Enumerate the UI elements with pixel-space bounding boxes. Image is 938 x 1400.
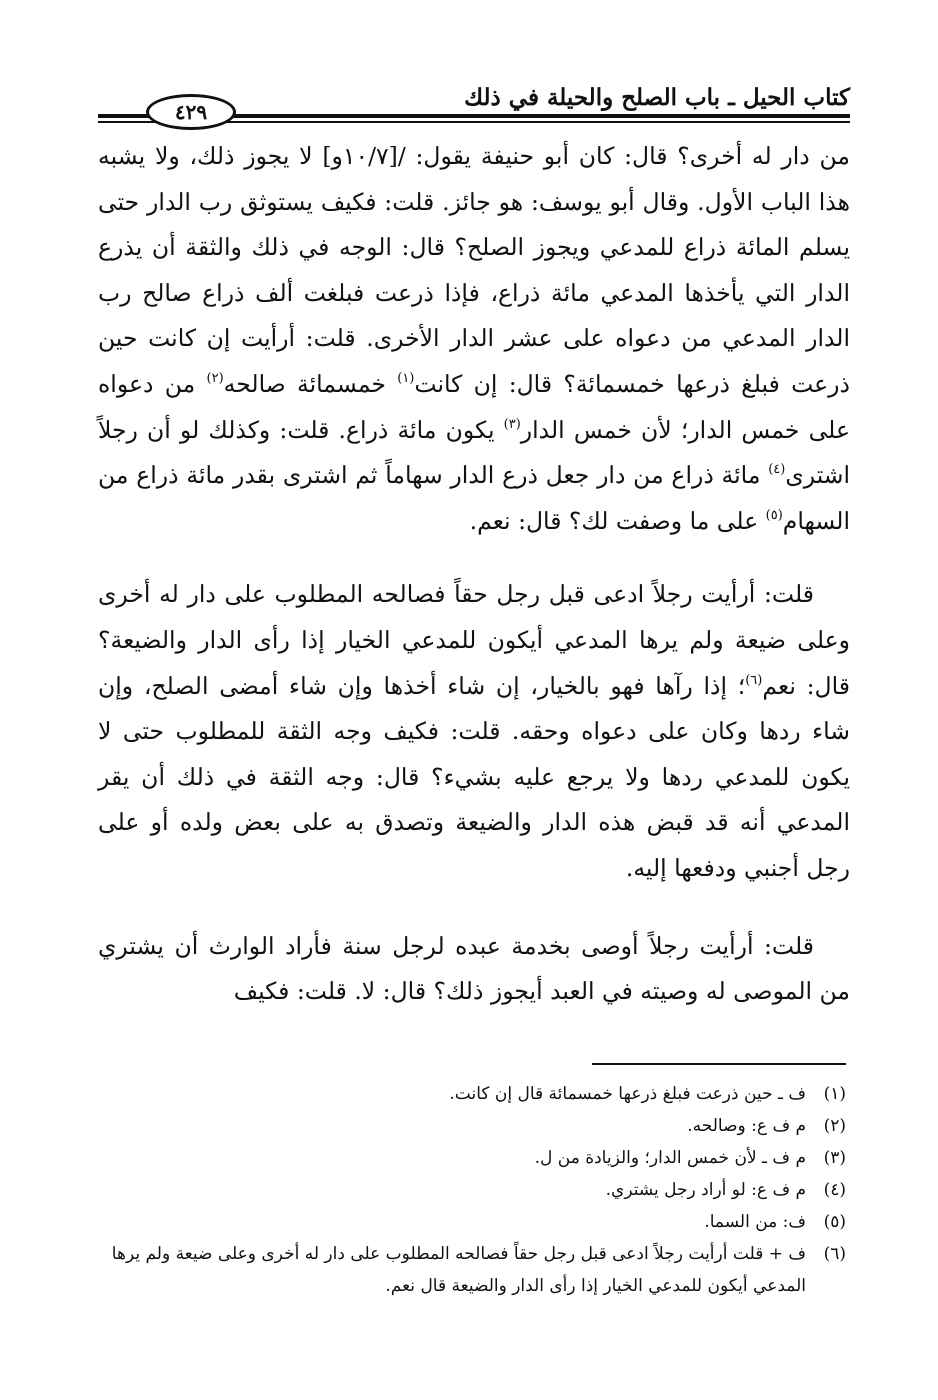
footnote-number: (٥) — [823, 1212, 846, 1232]
paragraph-1-text-c: من دعواه على خمس الدار؛ لأن خمس الدار — [98, 369, 850, 444]
footnote-3 — [98, 1142, 846, 1174]
page-number-badge: ٤٢٩ — [146, 94, 236, 130]
paragraph-1-text-e: مائة ذراع من دار جعل ذرع الدار سهاماً ثم اشترى بقدر مائة ذراع من السهام — [98, 461, 850, 535]
footnote-marker-2[interactable]: (٢) — [206, 370, 224, 386]
paragraph-3 — [98, 924, 850, 1015]
book-page — [98, 78, 850, 1378]
paragraph-1-text-f: على ما وصفت لك؟ قال: نعم. — [469, 506, 766, 535]
footnote-number: (٤) — [823, 1180, 846, 1200]
footnote-5 — [98, 1206, 846, 1238]
footnote-text: م ف ع: وصالحه. — [687, 1116, 806, 1136]
footnote-marker-1[interactable]: (١) — [397, 370, 415, 386]
footnotes — [98, 1078, 846, 1302]
running-title: كتاب الحيل ـ باب الصلح والحيلة في ذلك — [464, 84, 850, 111]
footnote-marker-5[interactable]: (٥) — [765, 507, 783, 523]
footnote-number: (٢) — [823, 1116, 846, 1136]
paragraph-1-text-d: يكون مائة ذراع. قلت: وكذلك لو أن رجلاً اشترى — [98, 415, 850, 490]
footnote-number: (١) — [823, 1084, 846, 1104]
footnote-2 — [98, 1110, 846, 1142]
paragraph-2-text-a: قلت: أرأيت رجلاً ادعى قبل رجل حقاً فصالحه المطلوب على دار له أخرى وعلى ضيعة ولم يرها المدعي أيكون للمدعي الخيار إذا رأى الدار والضيعة؟ قال: نعم — [98, 580, 850, 700]
paragraph-2 — [98, 572, 850, 891]
footnote-6 — [98, 1238, 846, 1302]
footnote-number: (٦) — [823, 1244, 846, 1264]
paragraph-1-text-a: من دار له أخرى؟ قال: كان أبو حنيفة يقول: /[١٠/٧و] لا يجوز ذلك، ولا يشبه هذا الباب الأول. وقال أبو يوسف: هو جائز. قلت: فكيف يستوثق رب الدار حتى يسلم المائة ذراع للمدعي ويجوز الصلح؟ قال: الوجه في ذلك والثقة أن يذرع الدار التي يأخذها المدعي مائة ذراع، فإذا ذرعت فبلغت ألف ذراع صالح رب الدار المدعي من دعواه على عشر الدار الأخرى. قلت: أرأيت إن كانت حين ذرعت فبلغ ذرعها خمسمائة؟ قال: إن كانت — [98, 142, 850, 398]
footnote-separator — [592, 1063, 846, 1065]
footnote-marker-3[interactable]: (٣) — [503, 416, 521, 432]
footnote-text: م ف ع: لو أراد رجل يشتري. — [605, 1180, 806, 1200]
paragraph-2-text-b: ؛ إذا رآها فهو بالخيار، إن شاء أخذها وإن شاء أمضى الصلح، وإن شاء ردها وكان على دعواه وحقه. قلت: فكيف وجه الثقة للمطلوب حتى لا يكون للمدعي ردها ولا يرجع عليه بشيء؟ قال: وجه الثقة في ذلك أن يقر المدعي أنه قد قبض هذه الدار والضيعة وتصدق به على بعض ولده أو على رجل أجنبي ودفعها إليه. — [98, 671, 850, 882]
paragraph-1 — [98, 134, 850, 544]
page-header — [98, 78, 850, 128]
paragraph-1-text-b: خمسمائة صالحه — [223, 369, 398, 398]
footnote-text: ف + قلت أرأيت رجلاً ادعى قبل رجل حقاً فصالحه المطلوب على دار له أخرى وعلى ضيعة ولم يرها المدعي أيكون للمدعي الخيار إذا رأى الدار والضيعة قال نعم. — [111, 1244, 806, 1296]
footnote-text: ف: من السما. — [704, 1212, 806, 1232]
paragraph-3-text: قلت: أرأيت رجلاً أوصى بخدمة عبده لرجل سنة فأراد الوارث أن يشتري من الموصى له وصيته في العبد أيجوز ذلك؟ قال: لا. قلت: فكيف — [98, 931, 850, 1006]
footnote-text: ف ـ حين ذرعت فبلغ ذرعها خمسمائة قال إن كانت. — [449, 1084, 806, 1104]
footnote-text: م ف ـ لأن خمس الدار؛ والزيادة من ل. — [534, 1148, 806, 1168]
footnote-1 — [98, 1078, 846, 1110]
footnote-marker-4[interactable]: (٤) — [768, 462, 786, 478]
footnote-marker-6[interactable]: (٦) — [745, 672, 763, 688]
footnote-number: (٣) — [823, 1148, 846, 1168]
footnote-4 — [98, 1174, 846, 1206]
